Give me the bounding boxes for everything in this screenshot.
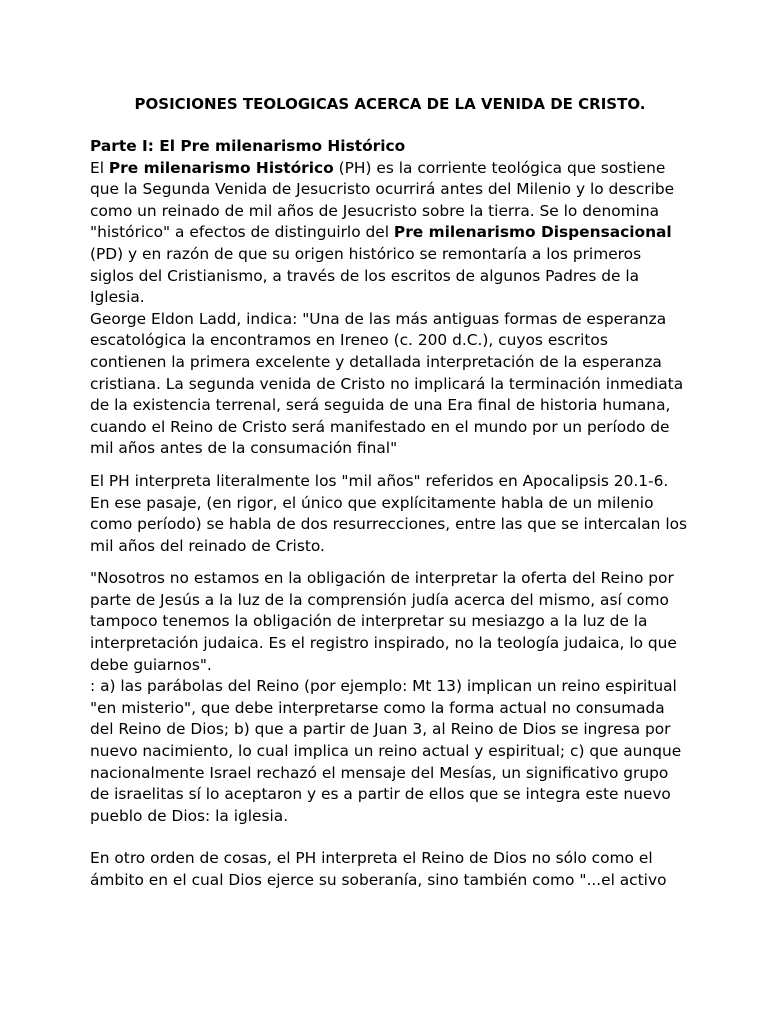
p1-line: siglos del Cristianismo, a través de los escritos de algunos Padres de la <box>90 266 640 285</box>
p3-line: interpretación judaica. Es el registro inspirado, no la teología judaica, lo que <box>90 634 677 653</box>
bold-term-ph: Pre milenarismo Histórico <box>108 158 334 177</box>
p3-line: nacionalmente Israel rechazó el mensaje del Mesías, un significativo grupo <box>90 763 669 782</box>
p2-line: El PH interpreta literalmente los "mil años" referidos en Apocalipsis 20.1-6. <box>90 471 669 490</box>
paragraph-4 <box>90 848 690 891</box>
p1-text: El <box>90 158 109 177</box>
p1-line: George Eldon Ladd, indica: "Una de las más antiguas formas de esperanza <box>90 309 667 328</box>
paragraph-1 <box>90 158 690 460</box>
p3-line: "Nosotros no estamos en la obligación de interpretar la oferta del Reino por <box>90 569 674 588</box>
bold-term-pd: Pre milenarismo Dispensacional <box>393 223 672 242</box>
document-page <box>90 90 690 892</box>
p1-line: como un reinado de mil años de Jesucristo sobre la tierra. Se lo denomina <box>90 201 660 220</box>
p1-text: "histórico" a efectos de distinguirlo del <box>90 223 394 242</box>
p1-line: cuando el Reino de Cristo será manifestado en el mundo por un período de <box>90 417 670 436</box>
p1-line: escatológica la encontramos en Ireneo (c. 200 d.C.), cuyos escritos <box>90 331 608 350</box>
p1-line <box>90 158 690 180</box>
p2-line: En ese pasaje, (en rigor, el único que explícitamente habla de un milenio <box>90 493 654 512</box>
p3-line: pueblo de Dios: la iglesia. <box>90 806 289 825</box>
p1-line: mil años antes de la consumación final" <box>90 439 398 458</box>
p3-line: debe guiarnos". <box>90 655 212 674</box>
p2-line: mil años del reinado de Cristo. <box>90 536 325 555</box>
p1-text: (PH) es la corriente teológica que sostiene <box>333 158 666 177</box>
p1-line: que la Segunda Venida de Jesucristo ocurrirá antes del Milenio y lo describe <box>90 180 675 199</box>
p2-line: como período) se habla de dos resurrecciones, entre las que se intercalan los <box>90 515 688 534</box>
part-heading: Parte I: El Pre milenarismo Histórico <box>90 137 406 155</box>
p3-line: parte de Jesús a la luz de la comprensión judía acerca del mismo, así como <box>90 590 669 609</box>
p1-line: cristiana. La segunda venida de Cristo no implicará la terminación inmediata <box>90 374 684 393</box>
p1-line: contienen la primera excelente y detallada interpretación de la esperanza <box>90 352 662 371</box>
p4-line: En otro orden de cosas, el PH interpreta el Reino de Dios no sólo como el <box>90 849 653 868</box>
p4-line: ámbito en el cual Dios ejerce su soberanía, sino también como "...el activo <box>90 871 667 889</box>
p3-line: nuevo nacimiento, lo cual implica un reino actual y espiritual; c) que aunque <box>90 742 682 761</box>
p3-line: de israelitas sí lo aceptaron y es a partir de ellos que se integra este nuevo <box>90 785 671 804</box>
p1-line: (PD) y en razón de que su origen histórico se remontaría a los primeros <box>90 244 642 263</box>
p1-line: de la existencia terrenal, será seguida de una Era final de historia humana, <box>90 396 671 415</box>
p3-line: : a) las parábolas del Reino (por ejemplo: Mt 13) implican un reino espiritual <box>90 677 677 696</box>
p3-line: del Reino de Dios; b) que a partir de Juan 3, al Reino de Dios se ingresa por <box>90 720 671 739</box>
p3-line: tampoco tenemos la obligación de interpretar su mesiazgo a la luz de la <box>90 612 648 631</box>
paragraph-3 <box>90 568 690 827</box>
p1-line <box>90 222 690 244</box>
document-title: POSICIONES TEOLOGICAS ACERCA DE LA VENIDA DE CRISTO. <box>134 95 646 113</box>
paragraph-2 <box>90 471 690 557</box>
p1-line: Iglesia. <box>90 288 145 307</box>
p3-line: "en misterio", que debe interpretarse como la forma actual no consumada <box>90 698 665 717</box>
